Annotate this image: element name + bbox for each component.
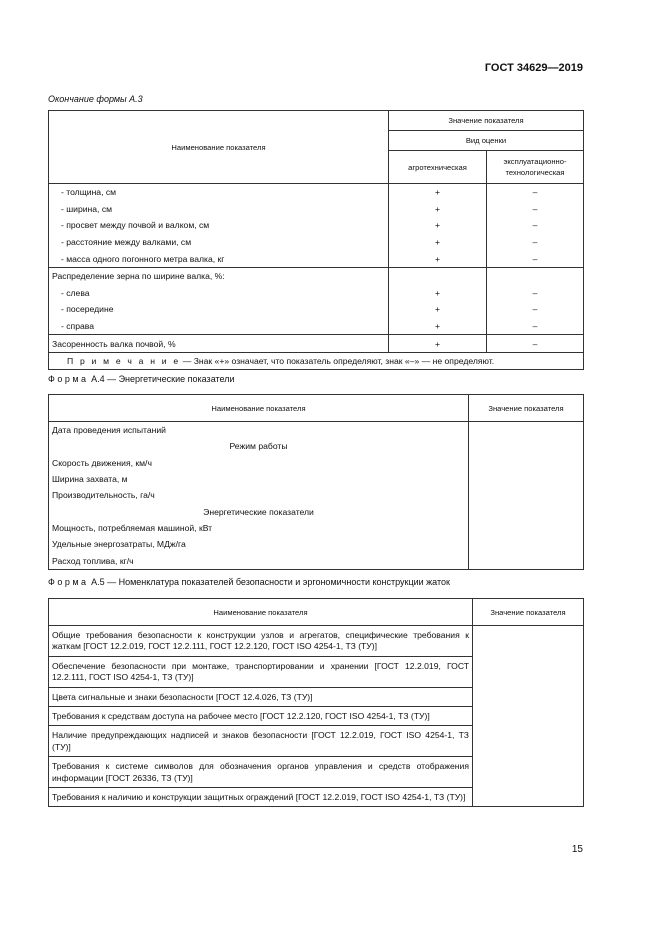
page-number: 15 — [571, 844, 583, 855]
table-row: Обеспечение безопасности при монтаже, транспортировании и хранении [ГОСТ 12.2.019, ГОСТ 12.2.111, ГОСТ ISO 4254-1, ТЗ (ТУ)] — [49, 656, 584, 687]
table-row: Требования к системе символов для обозначения органов управления и средств отображения информации [ГОСТ 26336, ТЗ (ТУ)] — [49, 757, 584, 788]
header-name: Наименование показателя — [49, 395, 469, 422]
table-row: Удельные энергозатраты, МДж/га — [49, 536, 584, 552]
note-label: П р и м е ч а н и е — [67, 355, 181, 366]
table-row: Производительность, га/ч — [49, 487, 584, 503]
form-a5-caption — [48, 577, 450, 587]
table-row: Требования к наличию и конструкции защитных ограждений [ГОСТ 12.2.019, ГОСТ ISO 4254-1, ТЗ (ТУ)] — [49, 788, 584, 807]
header-value: Значение показателя — [389, 111, 584, 131]
form-a3-caption: Окончание формы А.3 — [48, 94, 143, 104]
table-row: - слева + – — [49, 285, 584, 302]
table-row: Ширина захвата, м — [49, 471, 584, 487]
table-row: Режим работы — [49, 438, 584, 454]
table-row: Общие требования безопасности к конструкции узлов и агрегатов, специфические требования к жаткам [ГОСТ 12.2.019, ГОСТ 12.2.111, ГОСТ 12.2.120, ГОСТ ISO 4254-1, ТЗ (ТУ)] — [49, 626, 584, 657]
form-a5-caption-prefix: Ф о р м а — [48, 577, 87, 587]
header-name: Наименование показателя — [49, 111, 389, 184]
table-row: - посередине + – — [49, 301, 584, 318]
document-id: ГОСТ 34629—2019 — [484, 62, 583, 74]
table-row: - справа + – — [49, 318, 584, 335]
table-row: - толщина, см + – — [49, 184, 584, 201]
form-a5-table — [48, 598, 584, 807]
note-text: — Знак «+» означает, что показатель определяют, знак «–» — не определяют. — [180, 355, 495, 366]
form-a4-caption-prefix: Ф о р м а — [48, 374, 87, 384]
header-value: Значение показателя — [469, 395, 584, 422]
form-a4-caption-text: А.4 — Энергетические показатели — [91, 374, 235, 384]
table-row: Требования к средствам доступа на рабочее место [ГОСТ 12.2.120, ГОСТ ISO 4254-1, ТЗ (ТУ)] — [49, 707, 584, 726]
table-row: Распределение зерна по ширине валка, %: — [49, 267, 584, 284]
header-agro: агротехническая — [389, 151, 487, 184]
table-row: - просвет между почвой и валком, см + – — [49, 217, 584, 234]
form-a4-table — [48, 394, 584, 570]
table-note — [49, 352, 584, 369]
header-exploit-line1: эксплуатационно- — [503, 157, 567, 166]
table-row: Наличие предупреждающих надписей и знаков безопасности [ГОСТ 12.2.019, ГОСТ ISO 4254-1, ТЗ (ТУ)] — [49, 726, 584, 757]
header-name: Наименование показателя — [49, 599, 473, 626]
table-note-row — [49, 352, 584, 369]
table-row: - ширина, см + – — [49, 201, 584, 218]
header-eval-type: Вид оценки — [389, 131, 584, 151]
table-row: Энергетические показатели — [49, 503, 584, 519]
header-value: Значение показателя — [473, 599, 584, 626]
header-exploit — [487, 151, 584, 184]
header-exploit-line2: технологическая — [505, 168, 565, 177]
table-row: Цвета сигнальные и знаки безопасности [ГОСТ 12.4.026, ТЗ (ТУ)] — [49, 687, 584, 706]
table-row: - масса одного погонного метра валка, кг + – — [49, 250, 584, 267]
table-row: - расстояние между валками, см + – — [49, 234, 584, 251]
form-a3-table — [48, 110, 584, 370]
table-row: Скорость движения, км/ч — [49, 455, 584, 471]
table-row: Дата проведения испытаний — [49, 422, 584, 439]
table-row: Мощность, потребляемая машиной, кВт — [49, 520, 584, 536]
form-a4-caption — [48, 374, 235, 384]
table-row: Засоренность валка почвой, % + – — [49, 335, 584, 353]
form-a5-caption-text: А.5 — Номенклатура показателей безопасности и эргономичности конструкции жаток — [91, 577, 450, 587]
table-row: Расход топлива, кг/ч — [49, 552, 584, 569]
